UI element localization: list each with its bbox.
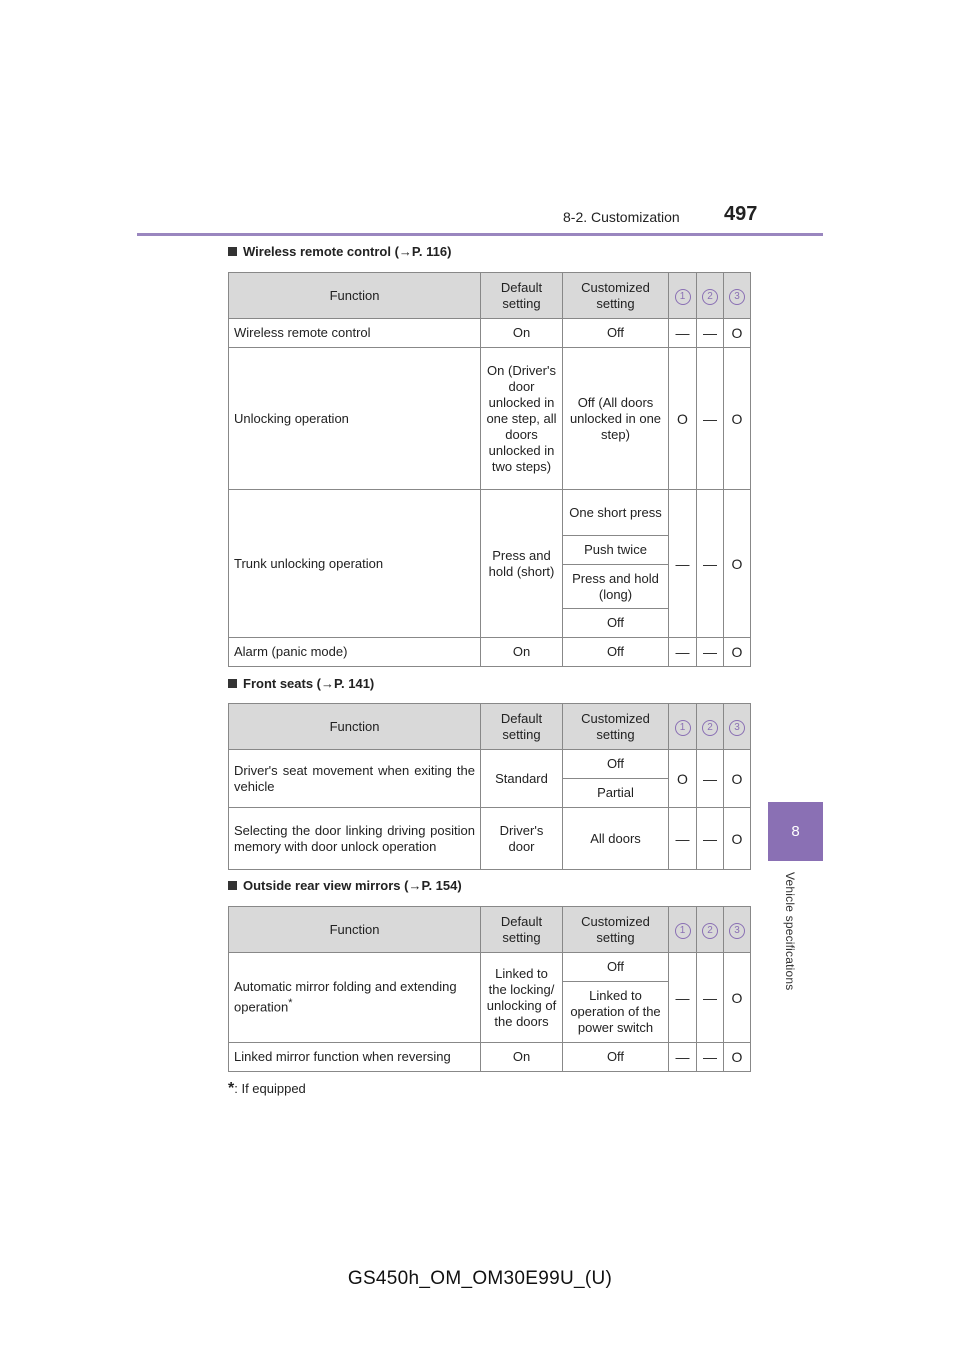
custom-header: Customized setting bbox=[563, 907, 669, 953]
table-row: Push twice bbox=[229, 536, 751, 565]
function-header: Function bbox=[229, 273, 481, 319]
section-title-wireless: Wireless remote control (→P. 116) bbox=[228, 244, 451, 259]
header-section: 8-2. Customization bbox=[563, 209, 680, 225]
number-3-icon: 3 bbox=[729, 289, 745, 305]
number-1-icon: 1 bbox=[675, 923, 691, 939]
square-bullet-icon bbox=[228, 881, 237, 890]
default-header: Default setting bbox=[481, 704, 563, 750]
square-bullet-icon bbox=[228, 679, 237, 688]
wireless-remote-table bbox=[228, 272, 751, 667]
front-seats-table bbox=[228, 703, 751, 870]
table-row: Press and hold (long) bbox=[229, 565, 751, 609]
table-row: Trunk unlocking operation Press and hold (short) One short press — — O bbox=[229, 490, 751, 536]
number-2-icon: 2 bbox=[702, 720, 718, 736]
number-2-icon: 2 bbox=[702, 923, 718, 939]
default-header: Default setting bbox=[481, 907, 563, 953]
table-row: Off bbox=[229, 609, 751, 638]
section-title-front-seats: Front seats (→P. 141) bbox=[228, 676, 374, 691]
table-row: Linked to operation of the power switch bbox=[229, 982, 751, 1043]
table-row: Alarm (panic mode) On Off — — O bbox=[229, 638, 751, 667]
table-row: Partial bbox=[229, 779, 751, 808]
document-id: GS450h_OM_OM30E99U_(U) bbox=[347, 1268, 613, 1289]
mirrors-table bbox=[228, 906, 751, 1072]
page-number: 497 bbox=[724, 203, 758, 225]
custom-header: Customized setting bbox=[563, 704, 669, 750]
footnote: *: If equipped bbox=[228, 1080, 306, 1097]
header-divider bbox=[137, 233, 823, 236]
table-row: Unlocking operation On (Driver's door unlocked in one step, all doors unlocked in two steps) Off (All doors unlocked in one step) O — O bbox=[229, 348, 751, 490]
square-bullet-icon bbox=[228, 247, 237, 256]
table-header-row bbox=[229, 704, 751, 750]
number-1-icon: 1 bbox=[675, 720, 691, 736]
function-header: Function bbox=[229, 704, 481, 750]
section-title-mirrors: Outside rear view mirrors (→P. 154) bbox=[228, 878, 462, 893]
table-row: Automatic mirror folding and extending operation* Linked to the locking/ unlocking of the doors Off — — O bbox=[229, 953, 751, 982]
table-header-row bbox=[229, 273, 751, 319]
chapter-label: Vehicle specifications bbox=[783, 872, 797, 991]
custom-header: Customized setting bbox=[563, 273, 669, 319]
table-row: Selecting the door linking driving position memory with door unlock operation Driver's door All doors — — O bbox=[229, 808, 751, 870]
table-row: Wireless remote control On Off — — O bbox=[229, 319, 751, 348]
chapter-tab: 8 bbox=[768, 802, 823, 861]
footnote-marker: * bbox=[288, 997, 293, 1010]
table-row: Driver's seat movement when exiting the vehicle Standard Off O — O bbox=[229, 750, 751, 779]
table-header-row bbox=[229, 907, 751, 953]
number-1-icon: 1 bbox=[675, 289, 691, 305]
number-3-icon: 3 bbox=[729, 720, 745, 736]
table-row: Linked mirror function when reversing On Off — — O bbox=[229, 1043, 751, 1072]
number-3-icon: 3 bbox=[729, 923, 745, 939]
default-header: Default setting bbox=[481, 273, 563, 319]
number-2-icon: 2 bbox=[702, 289, 718, 305]
function-header: Function bbox=[229, 907, 481, 953]
